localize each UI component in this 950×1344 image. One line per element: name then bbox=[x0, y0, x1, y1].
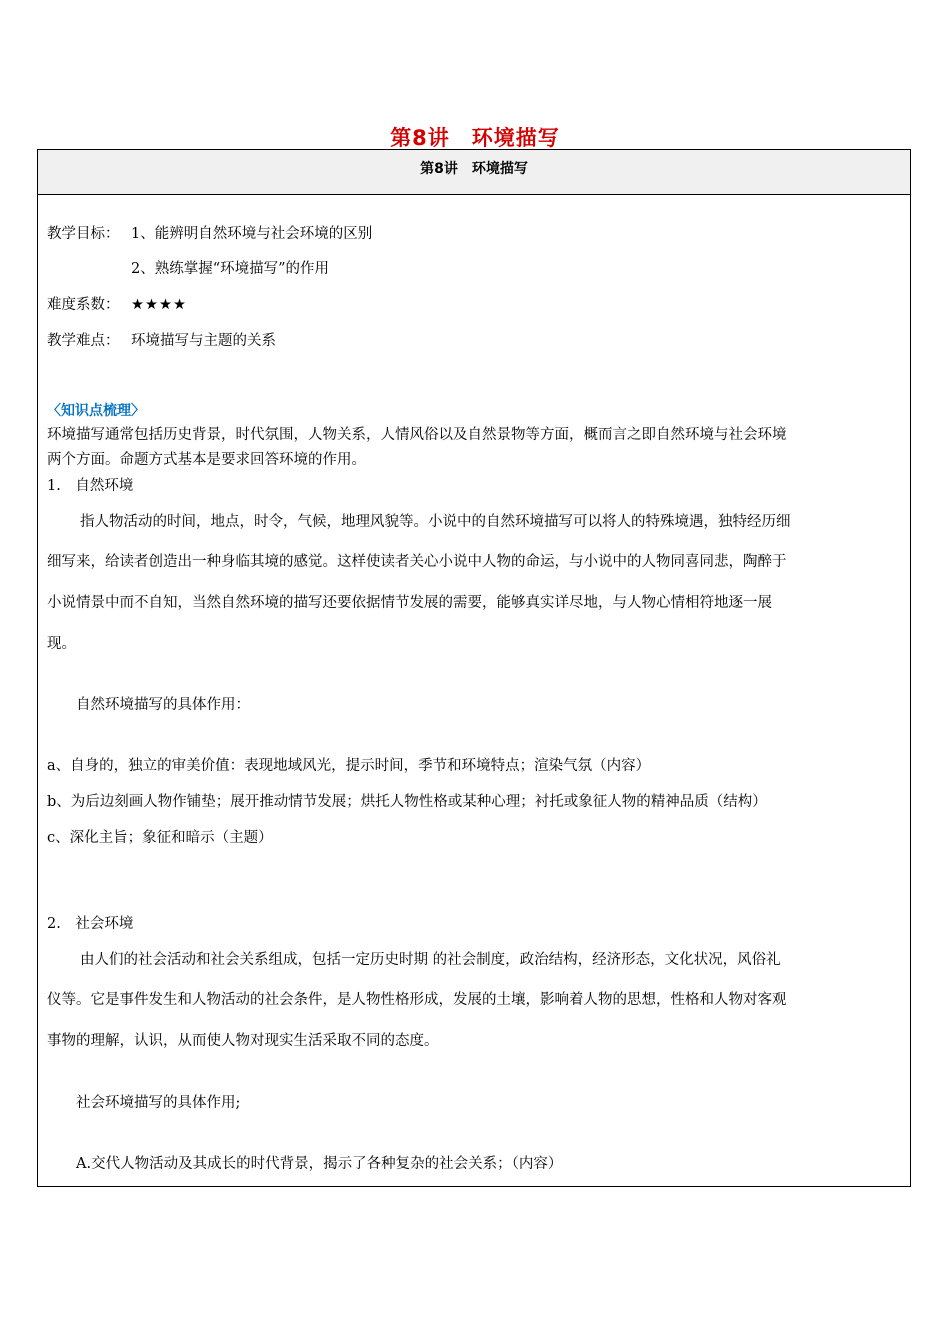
difficulty-label: 难度系数： bbox=[47, 297, 120, 313]
social-function-a: A.交代人物活动及其成长的时代背景，揭示了各种复杂的社会关系；（内容） bbox=[76, 1156, 563, 1172]
nature-function-b: b、为后边刻画人物作铺垫；展开推动情节发展；烘托人物性格或某种心理；衬托或象征人物的精神品质（结构） bbox=[47, 794, 767, 810]
nature-line-4: 现。 bbox=[47, 636, 76, 652]
knowledge-heading: 〈知识点梳理〉 bbox=[47, 403, 145, 419]
nature-line-2: 细写来，给读者创造出一种身临其境的感觉。这样使读者关心小说中人物的命运，与小说中的人物同喜同悲，陶醉于 bbox=[47, 554, 787, 570]
nature-line-1: 指人物活动的时间，地点，时令，气候，地理风貌等。小说中的自然环境描写可以将人的特殊境遇，独特经历细 bbox=[80, 514, 791, 530]
nature-function-c: c、深化主旨；象征和暗示（主题） bbox=[47, 830, 273, 846]
social-line-1: 由人们的社会活动和社会关系组成，包括一定历史时期 的社会制度，政治结构，经济形态，文化状况，风俗礼 bbox=[80, 952, 781, 968]
knowledge-intro-line-1: 环境描写通常包括历史背景，时代氛围，人物关系，人情风俗以及自然景物等方面，概而言之即自然环境与社会环境 bbox=[47, 427, 787, 443]
key-point-text: 环境描写与主题的关系 bbox=[131, 333, 276, 349]
table-header: 第8讲 环境描写 bbox=[38, 150, 910, 195]
nature-function-a: a、自身的，独立的审美价值：表现地域风光，提示时间，季节和环境特点；渲染气氛（内容） bbox=[47, 758, 651, 774]
social-heading: 2. 社会环境 bbox=[47, 916, 134, 932]
social-function-heading: 社会环境描写的具体作用; bbox=[76, 1095, 241, 1111]
objective-item-2: 2、熟练掌握“环境描写”的作用 bbox=[131, 261, 330, 277]
difficulty-stars: ★★★★ bbox=[131, 297, 187, 313]
social-line-2: 仪等。它是事件发生和人物活动的社会条件，是人物性格形成，发展的土壤，影响着人物的思想，性格和人物对客观 bbox=[47, 992, 787, 1008]
nature-function-heading: 自然环境描写的具体作用： bbox=[76, 697, 250, 713]
nature-heading: 1. 自然环境 bbox=[47, 478, 134, 494]
objectives-label: 教学目标： bbox=[47, 226, 120, 242]
social-line-3: 事物的理解，认识，从而使人物对现实生活采取不同的态度。 bbox=[47, 1033, 439, 1049]
key-point-label: 教学难点： bbox=[47, 333, 120, 349]
nature-line-3: 小说情景中而不自知，当然自然环境的描写还要依据情节发展的需要，能够真实详尽地，与人物心情相符地逐一展 bbox=[47, 595, 772, 611]
page-title: 第8讲 环境描写 bbox=[390, 126, 560, 150]
knowledge-intro-line-2: 两个方面。命题方式基本是要求回答环境的作用。 bbox=[47, 452, 366, 468]
objective-item-1: 1、能辨明自然环境与社会环境的区别 bbox=[131, 226, 373, 242]
